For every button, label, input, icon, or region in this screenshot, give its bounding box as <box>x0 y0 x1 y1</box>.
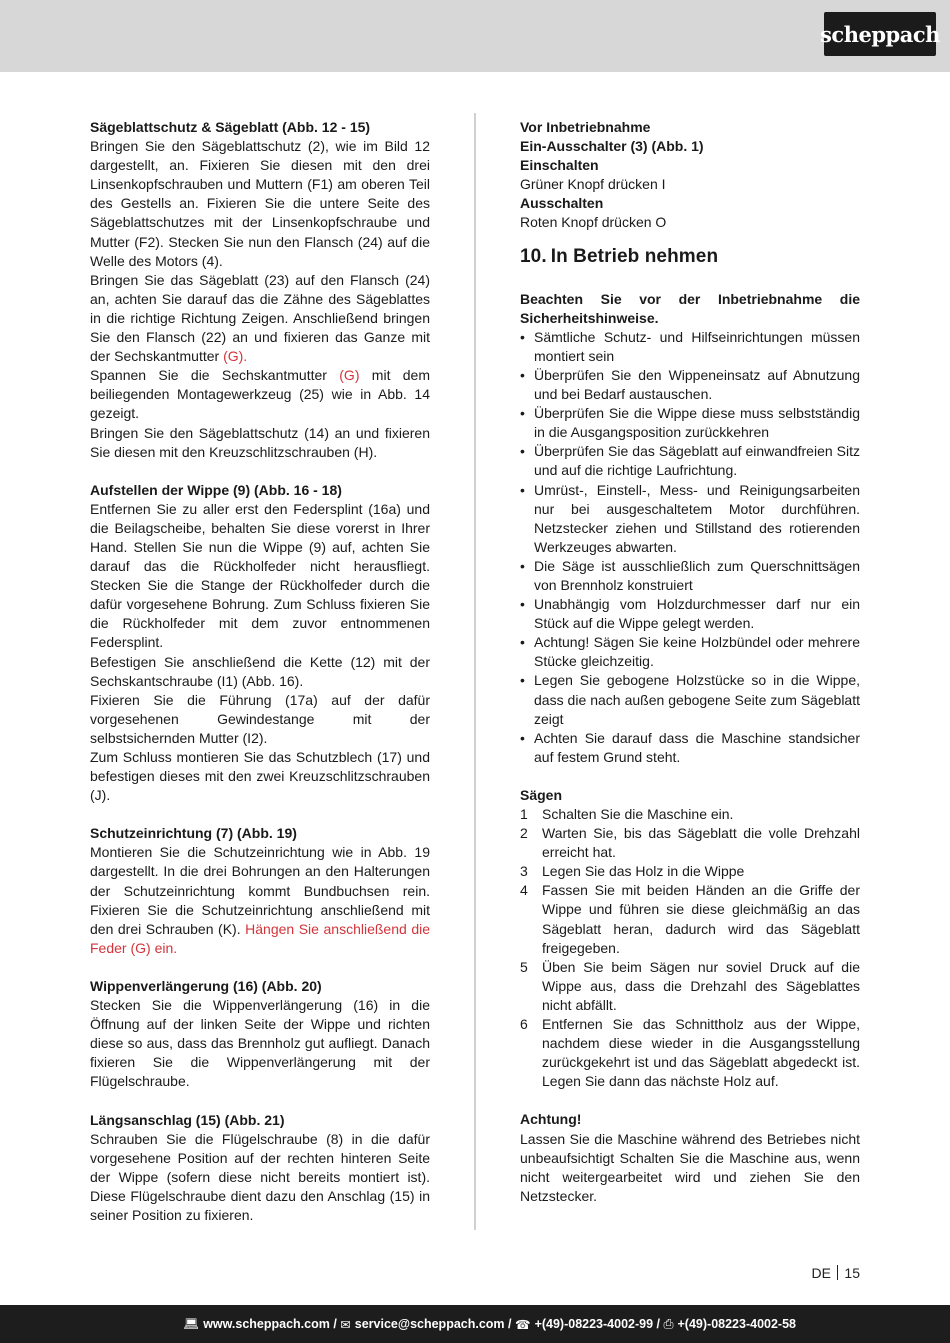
bullet-list <box>520 328 860 767</box>
heading-schutzeinrichtung: Schutzeinrichtung (7) (Abb. 19) <box>90 825 297 842</box>
laptop-icon: 💻︎ <box>183 1316 200 1331</box>
fax-icon: ⎙ <box>663 1316 674 1331</box>
right-column <box>520 118 860 1206</box>
fax-number: +(49)-08223-4002-58 <box>677 1317 796 1331</box>
heading-einschalten: Einschalten <box>520 157 599 174</box>
paragraph: Entfernen Sie zu aller erst den Federsplint (16a) und die Beilagscheibe, behalten Sie diese vorerst in Ihrer Hand. Stellen Sie nun die Wippe (9) auf, achten Sie darauf das die Rückholfeder nicht herausfliegt. Stecken Sie die Stange der Rückholfeder durch die dafür vorgesehene Bohrung. Zum Schluss fixieren Sie die Rückholfeder mit dem zuvor entnommenen Federsplint. <box>90 500 430 651</box>
paragraph: Grüner Knopf drücken I <box>520 176 666 193</box>
paragraph: Befestigen Sie anschließend die Kette (12) mit der Sechskantschraube (I1) (Abb. 16). <box>90 653 430 689</box>
paragraph: Montieren Sie die Schutzeinrichtung wie in Abb. 19 dargestellt. In die drei Bohrungen an den Halterungen der Schutzeinrichtung kommt Bundbuchsen rein. Fixieren Sie die Schutzeinrichtung anschließend mit den drei Schrauben (K). Hängen Sie anschließend die Feder (G) ein. <box>90 844 430 956</box>
paragraph: Bringen Sie das Sägeblatt (23) auf den Flansch (24) an, achten Sie darauf das die Zähne des Sägeblattes in die richtige Richtung Zeigen. Anschließend bringen Sie den Flansch (22) an und fixieren das Ganze mit der Sechskantmutter (G). <box>90 271 430 365</box>
heading-vor-inbetriebnahme: Vor Inbetriebnahme <box>520 119 651 135</box>
highlight-text: (G) <box>339 367 360 384</box>
scheppach-logo: scheppach <box>824 12 936 56</box>
paragraph: Schrauben Sie die Flügelschraube (8) in die dafür vorgesehene Position auf der rechten hinteren Seite der Wippe (sofern diese nicht bereits montiert ist). Diese Flügelschraube dient dazu den Anschlag (15) in seiner Position zu fixieren. <box>90 1130 430 1223</box>
list-item: 5 Üben Sie beim Sägen nur soviel Druck auf die Wippe aus, dass die Drehzahl des Sägeblattes nicht abfällt. <box>520 958 860 1013</box>
paragraph: Fixieren Sie die Führung (17a) auf der dafür vorgesehenen Gewindestange mit der selbstsichernden Mutter (I2). <box>90 691 430 746</box>
step-list <box>520 805 860 1091</box>
paragraph: Bringen Sie den Sägeblattschutz (2), wie im Bild 12 dargestellt, an. Fixieren Sie diesen mit den drei Linsenkopfschrauben und Muttern (F1) am oberen Teil des Gestells an. Fixieren Sie die untere Seite des Sägeblattschutzes mit der Linsenkopfschraube und Mutter (F2). Stecken Sie nun den Flansch (24) auf die Welle des Motors (4). <box>90 138 430 269</box>
heading-ausschalten: Ausschalten <box>520 195 604 212</box>
list-item: 4 Fassen Sie mit beiden Händen an die Griffe der Wippe und führen sie diese gleichmäßig an das Sägeblatt heran, dadurch wird das Sägeblatt freigegeben. <box>520 882 860 956</box>
highlight-text: Hängen Sie anschließend die Feder (G) ein. <box>90 920 430 956</box>
heading-saegen: Sägen <box>520 786 563 803</box>
page-number: DE 15 <box>811 1265 860 1281</box>
paragraph: Zum Schluss montieren Sie das Schutzblech (17) und befestigen dieses mit den zwei Kreuzschlitzschrauben (J). <box>90 749 430 804</box>
left-column <box>90 118 430 1225</box>
paragraph: Spannen Sie die Sechskantmutter (G) mit dem beiliegenden Montagewerkzeug (25) wie in Abb. 14 gezeigt. <box>90 367 430 422</box>
heading-wippenverlaengerung: Wippenverlängerung (16) (Abb. 20) <box>90 977 322 994</box>
section-title: 10. In Betrieb nehmen <box>520 245 719 267</box>
list-item: • Umrüst-, Einstell-, Mess- und Reinigungsarbeiten nur bei ausgeschaltetem Motor durchführen. Netzstecker ziehen und Stillstand des rotierenden Werkzeuges abwarten. <box>520 481 860 557</box>
paragraph: Bringen Sie den Sägeblattschutz (14) an und fixieren Sie diesen mit den Kreuzschlitzschrauben (H). <box>90 424 430 460</box>
header-bar <box>0 0 950 72</box>
list-item: 6 Entfernen Sie das Schnittholz aus der Wippe, nachdem diese wieder in die Ausgangsstellung zurückgekehrt ist und das Sägeblatt abgedeckt ist. Legen Sie dann das nächste Holz auf. <box>520 1016 860 1090</box>
envelope-icon: ✉ <box>340 1317 351 1332</box>
list-item: 3 Legen Sie das Holz in die Wippe <box>520 863 745 880</box>
list-item: • Achten Sie darauf dass die Maschine standsicher auf festem Grund steht. <box>520 729 860 767</box>
heading-aufstellen-wippe: Aufstellen der Wippe (9) (Abb. 16 - 18) <box>90 481 342 498</box>
email-link[interactable]: service@scheppach.com / <box>354 1317 512 1331</box>
list-item: • Überprüfen Sie das Sägeblatt auf einwandfreien Sitz und auf die richtige Laufrichtung. <box>520 442 860 480</box>
highlight-text: (G). <box>223 348 248 365</box>
list-item: • Überprüfen Sie den Wippeneinsatz auf Abnutzung und bei Bedarf austauschen. <box>520 366 860 404</box>
column-divider <box>474 113 476 1230</box>
list-item: • Unabhängig vom Holzdurchmesser darf nur ein Stück auf die Wippe gelegt werden. <box>520 595 860 633</box>
list-item: • Die Säge ist ausschließlich zum Querschnittsägen von Brennholz konstruiert <box>520 557 860 595</box>
heading-saegeblattschutz: Sägeblattschutz & Sägeblatt (Abb. 12 - 15) <box>90 119 371 135</box>
paragraph: Stecken Sie die Wippenverlängerung (16) in die Öffnung auf der linken Seite der Wippe und richten diese so aus, dass das Brennholz gut aufliegt. Danach fixieren Sie die Wippenverlängerung mit der Flügelschraube. <box>90 997 430 1090</box>
paragraph: Roten Knopf drücken O <box>520 214 667 231</box>
list-item: • Sämtliche Schutz- und Hilfseinrichtungen müssen montiert sein <box>520 328 860 366</box>
list-item: • Überprüfen Sie die Wippe diese muss selbstständig in die Ausgangsposition zurückkehren <box>520 404 860 442</box>
phone-number: +(49)-08223-4002-99 / <box>534 1317 660 1331</box>
footer-bar <box>0 1305 950 1343</box>
list-item: • Legen Sie gebogene Holzstücke so in die Wippe, dass die nach außen gebogene Seite zum Sägeblatt zeigt <box>520 671 860 728</box>
paragraph: Lassen Sie die Maschine während des Betriebes nicht unbeaufsichtigt Schalten Sie die Maschine aus, wenn nicht weitergearbeitet wird und ziehen Sie den Netzstecker. <box>520 1130 860 1204</box>
heading-ein-ausschalter: Ein-Ausschalter (3) (Abb. 1) <box>520 138 704 155</box>
list-item: • Achtung! Sägen Sie keine Holzbündel oder mehrere Stücke gleichzeitig. <box>520 633 860 671</box>
phone-icon: ☎ <box>514 1317 531 1332</box>
heading-laengsanschlag: Längsanschlag (15) (Abb. 21) <box>90 1111 285 1128</box>
list-item: 1 Schalten Sie die Maschine ein. <box>520 806 734 822</box>
list-item: 2 Warten Sie, bis das Sägeblatt die volle Drehzahl erreicht hat. <box>520 825 860 861</box>
heading-achtung: Achtung! <box>520 1111 582 1128</box>
website-link[interactable]: www.scheppach.com / <box>203 1317 337 1331</box>
safety-notice-heading: Beachten Sie vor der Inbetriebnahme die Sicherheitshinweise. <box>520 290 860 326</box>
